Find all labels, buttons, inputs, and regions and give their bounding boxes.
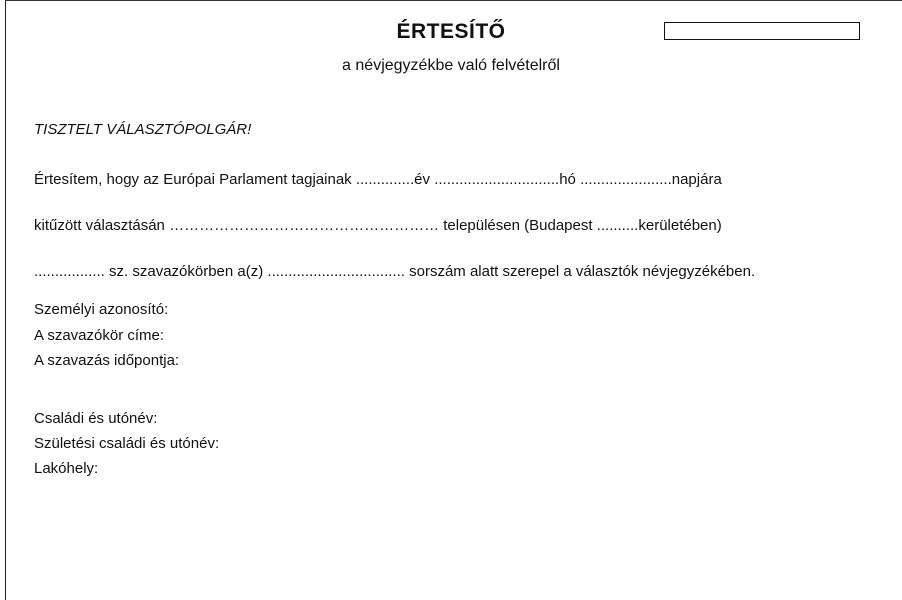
personal-id-label: Személyi azonosító: [34,301,169,318]
voting-time-label: A szavazás időpontja: [34,352,180,369]
salutation: TISZTELT VÁLASZTÓPOLGÁR! [34,121,252,138]
polling-address-label: A szavazókör címe: [34,327,165,344]
election-date-line: Értesítem, hogy az Európai Parlament tagjainak ..............év ..............................hó ......................napjára [34,171,722,188]
settlement-line: kitűzött választásán ……………………………………………… településen (Budapest ..........kerületében) [34,217,722,234]
birth-name-label: Születési családi és utónév: [34,435,220,452]
polling-district-line: ................. sz. szavazókörben a(z) ................................. sorszám alatt szerepel a választók névjegyzékében. [34,263,756,280]
page-title: ÉRTESÍTŐ [396,20,506,43]
page-left-edge [5,0,6,600]
page-subtitle: a névjegyzékbe való felvételről [342,57,560,74]
residence-label: Lakóhely: [34,460,99,477]
family-given-name-label: Családi és utónév: [34,410,158,427]
page-top-edge [6,0,902,1]
